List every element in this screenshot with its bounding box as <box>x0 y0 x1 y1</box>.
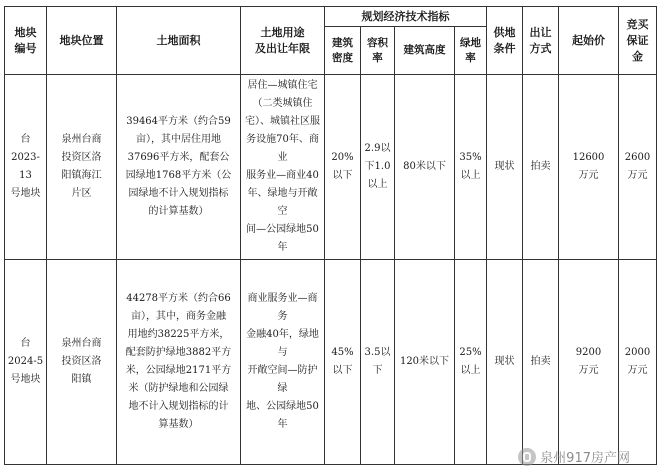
table-row <box>5 75 657 260</box>
cell-plot-no: 台 2023-13 号地块 <box>5 75 47 260</box>
wechat-channel-icon <box>518 448 536 466</box>
watermark-text: 泉州917房产网 <box>540 451 630 466</box>
header-density: 建筑 密度 <box>325 27 361 75</box>
cell-green: 35% 以上 <box>455 75 487 260</box>
cell-deposit: 2000 万元 <box>619 260 657 465</box>
header-deposit: 竞买 保证 金 <box>619 7 657 75</box>
cell-location: 泉州台商 投资区洛 阳镇海江 片区 <box>47 75 117 260</box>
land-auction-table <box>4 6 657 465</box>
cell-far: 3.5以 下 <box>361 260 395 465</box>
watermark <box>518 447 630 466</box>
cell-area: 44278平方米（约合66 亩），其中，商务金融 用地约38225平方米， 配套防护绿地3882平方 米，公园绿地2171平方 米（防护绿地和公园绿 地不计入规划指标的计 算基数） <box>117 260 241 465</box>
header-start-price: 起始价 <box>559 7 619 75</box>
cell-area: 39464平方米（约合59 亩），其中居住用地 37696平方米，配套公 园绿地1768平方米（公 园绿地不计入规划指标 的计算基数） <box>117 75 241 260</box>
cell-start-price: 12600 万元 <box>559 75 619 260</box>
cell-start-price: 9200 万元 <box>559 260 619 465</box>
header-indicators: 规划经济技术指标 <box>325 7 487 27</box>
header-use: 土地用途 及出让年限 <box>241 7 325 75</box>
cell-height: 80米以下 <box>395 75 455 260</box>
cell-density: 45% 以下 <box>325 260 361 465</box>
cell-use: 居住—城镇住宅 （二类城镇住 宅）、城镇社区服 务设施70年、商业 服务业—商业40 年、绿地与开敞空 间—公园绿地50年 <box>241 75 325 260</box>
cell-far: 2.9以 下1.0 以上 <box>361 75 395 260</box>
cell-use: 商业服务业—商务 金融40年，绿地与 开敞空间—防护绿 地、公园绿地50年 <box>241 260 325 465</box>
cell-supply: 现状 <box>487 260 523 465</box>
header-green: 绿地 率 <box>455 27 487 75</box>
cell-location: 泉州台商 投资区洛 阳镇 <box>47 260 117 465</box>
cell-method: 拍卖 <box>523 75 559 260</box>
cell-deposit: 2600 万元 <box>619 75 657 260</box>
header-row <box>5 7 657 27</box>
header-location: 地块位置 <box>47 7 117 75</box>
table-row <box>5 260 657 465</box>
header-far: 容积 率 <box>361 27 395 75</box>
cell-plot-no: 台2024-5 号地块 <box>5 260 47 465</box>
cell-density: 20% 以下 <box>325 75 361 260</box>
header-method: 出让 方式 <box>523 7 559 75</box>
cell-height: 120米以下 <box>395 260 455 465</box>
header-area: 土地面积 <box>117 7 241 75</box>
header-supply: 供地 条件 <box>487 7 523 75</box>
cell-green: 25% 以上 <box>455 260 487 465</box>
header-height: 建筑高度 <box>395 27 455 75</box>
header-plot-no: 地块 编号 <box>5 7 47 75</box>
cell-supply: 现状 <box>487 75 523 260</box>
cell-method: 拍卖 <box>523 260 559 465</box>
